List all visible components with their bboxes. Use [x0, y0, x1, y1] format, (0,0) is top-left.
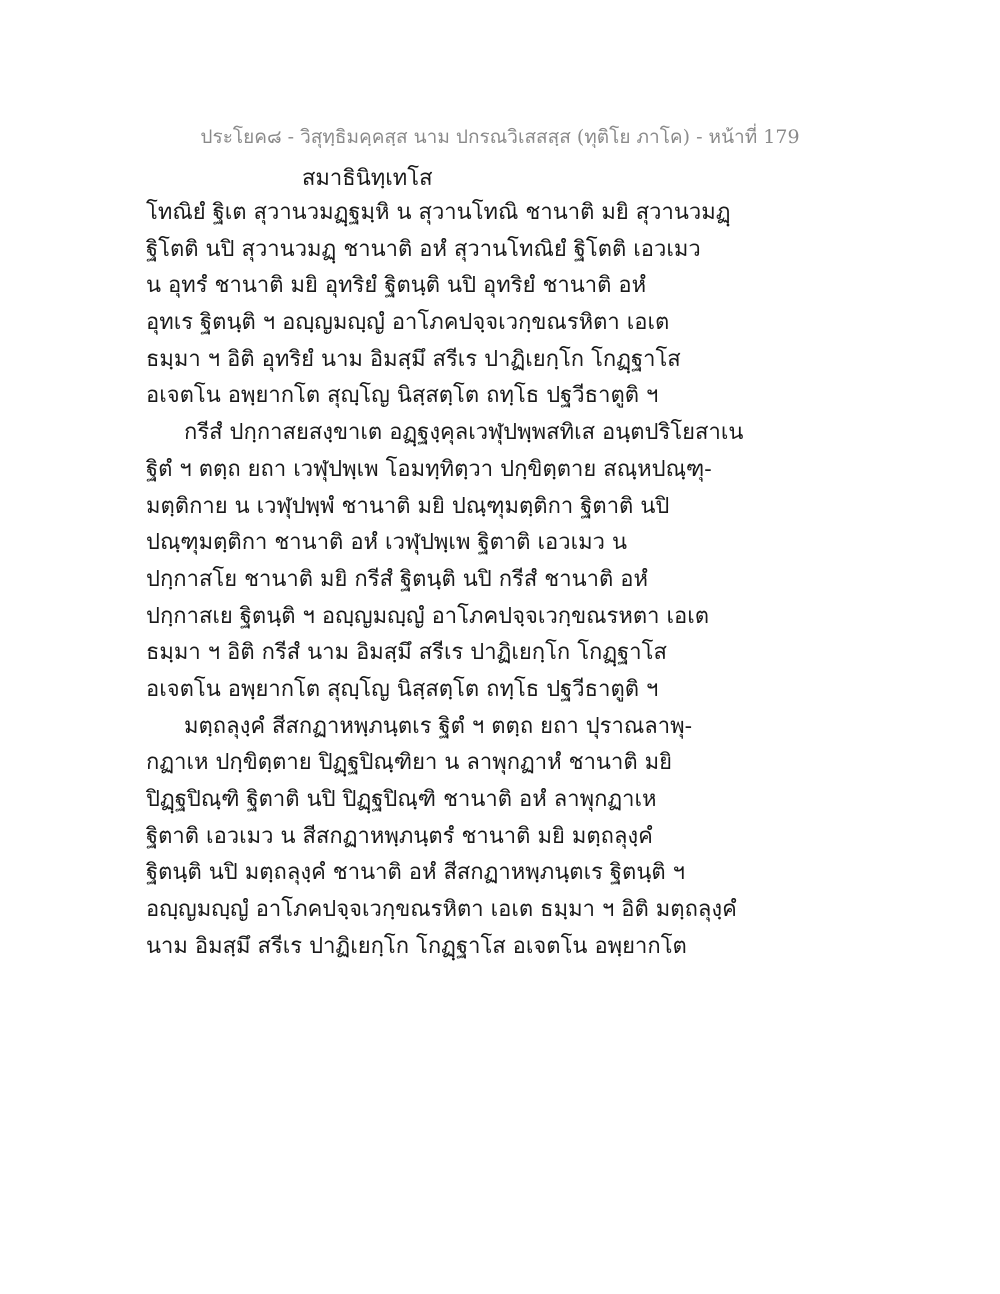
body-text	[146, 195, 866, 965]
text-line: มตฺติกาย น เวฬุปพฺพํ ชานาติ มยิ ปณฺฑุมตฺติกา ฐิตาติ นปิ	[146, 493, 670, 519]
text-line: ปกฺกาสโย ชานาติ มยิ กรีสํ ฐิตนฺติ นปิ กรีสํ ชานาติ อหํ	[146, 566, 648, 592]
text-line: อญฺญมญฺญํ อาโภคปจฺจเวกฺขณรหิตา เอเต ธมฺมา ฯ อิติ มตฺถลุงฺคํ	[146, 897, 737, 923]
text-line: ปิฏฺฐปิณฺฑิ ฐิตาติ นปิ ปิฏฺฐปิณฺฑิ ชานาติ อหํ ลาพุกฏาเห	[146, 787, 657, 812]
text-line: ฐิตํ ฯ ตตฺถ ยถา เวฬุปพฺเพ โอมทฺทิตฺวา ปกฺขิตฺตาย สณฺหปณฺฑุ-	[146, 456, 712, 482]
text-line: อุทเร ฐิตนฺติ ฯ อญฺญมญฺญํ อาโภคปจฺจเวกฺขณรหิตา เอเต	[146, 310, 670, 336]
text-line: ฐิโตติ นปิ สุวานวมฏฺ ชานาติ อหํ สุวานโทณิยํ ฐิโตติ เอวเมว	[146, 236, 701, 262]
text-line: โทณิยํ ฐิเต สุวานวมฏฺฐมฺหิ น สุวานโทณิ ชานาติ มยิ สุวานวมฏฺ	[146, 200, 731, 225]
text-line: น อุทรํ ชานาติ มยิ อุทริยํ ฐิตนฺติ นปิ อุทริยํ ชานาติ อหํ	[146, 273, 647, 299]
text-line: อเจตโน อพฺยากโต สุญฺโญ นิสฺสตฺโต ถทฺโธ ปฐวีธาตูติ ฯ	[146, 383, 659, 409]
text-line: ฐิตนฺติ นปิ มตฺถลุงฺคํ ชานาติ อหํ สีสกฏาหพฺภนฺตเร ฐิตนฺติ ฯ	[146, 860, 686, 886]
paragraph-first-line: มตฺถลุงฺคํ สีสกฏาหพฺภนฺตเร ฐิตํ ฯ ตตฺถ ยถา ปุราณลาพุ-	[184, 713, 693, 739]
text-line: ธมฺมา ฯ อิติ อุทริยํ นาม อิมสฺมึ สรีเร ปาฏิเยกฺโก โกฏฺฐาโส	[146, 346, 681, 372]
text-line: ปณฺฑุมตฺติกา ชานาติ อหํ เวฬุปพฺเพ ฐิตาติ เอวเมว น	[146, 530, 627, 556]
section-title: สมาธินิทฺเทโส	[302, 166, 433, 191]
text-line: อเจตโน อพฺยากโต สุญฺโญ นิสฺสตฺโต ถทฺโธ ปฐวีธาตูติ ฯ	[146, 676, 659, 702]
text-line: ฐิตาติ เอวเมว น สีสกฏาหพฺภนฺตรํ ชานาติ มยิ มตฺถลุงฺคํ	[146, 823, 653, 849]
running-header: ประโยค๘ - วิสุทฺธิมคฺคสฺส นาม ปกรณวิเสสสฺส (ทุติโย ภาโค) - หน้าที่ 179	[200, 126, 800, 148]
text-line: ธมฺมา ฯ อิติ กรีสํ นาม อิมสฺมึ สรีเร ปาฏิเยกฺโก โกฏฺฐาโส	[146, 640, 667, 666]
paragraph-first-line: กรีสํ ปกฺกาสยสงฺขาเต อฏฺฐงฺคุลเวฬุปพฺพสทิเส อนฺตปริโยสาเน	[184, 420, 744, 446]
text-line: กฏาเห ปกฺขิตฺตาย ปิฏฺฐปิณฺฑิยา น ลาพุกฏาหํ ชานาติ มยิ	[146, 750, 673, 776]
text-line: ปกฺกาสเย ฐิตนฺติ ฯ อญฺญมญฺญํ อาโภคปจฺจเวกฺขณรหตา เอเต	[146, 603, 710, 629]
text-line: นาม อิมสฺมึ สรีเร ปาฏิเยกฺโก โกฏฺฐาโส อเจตโน อพฺยากโต	[146, 933, 687, 959]
